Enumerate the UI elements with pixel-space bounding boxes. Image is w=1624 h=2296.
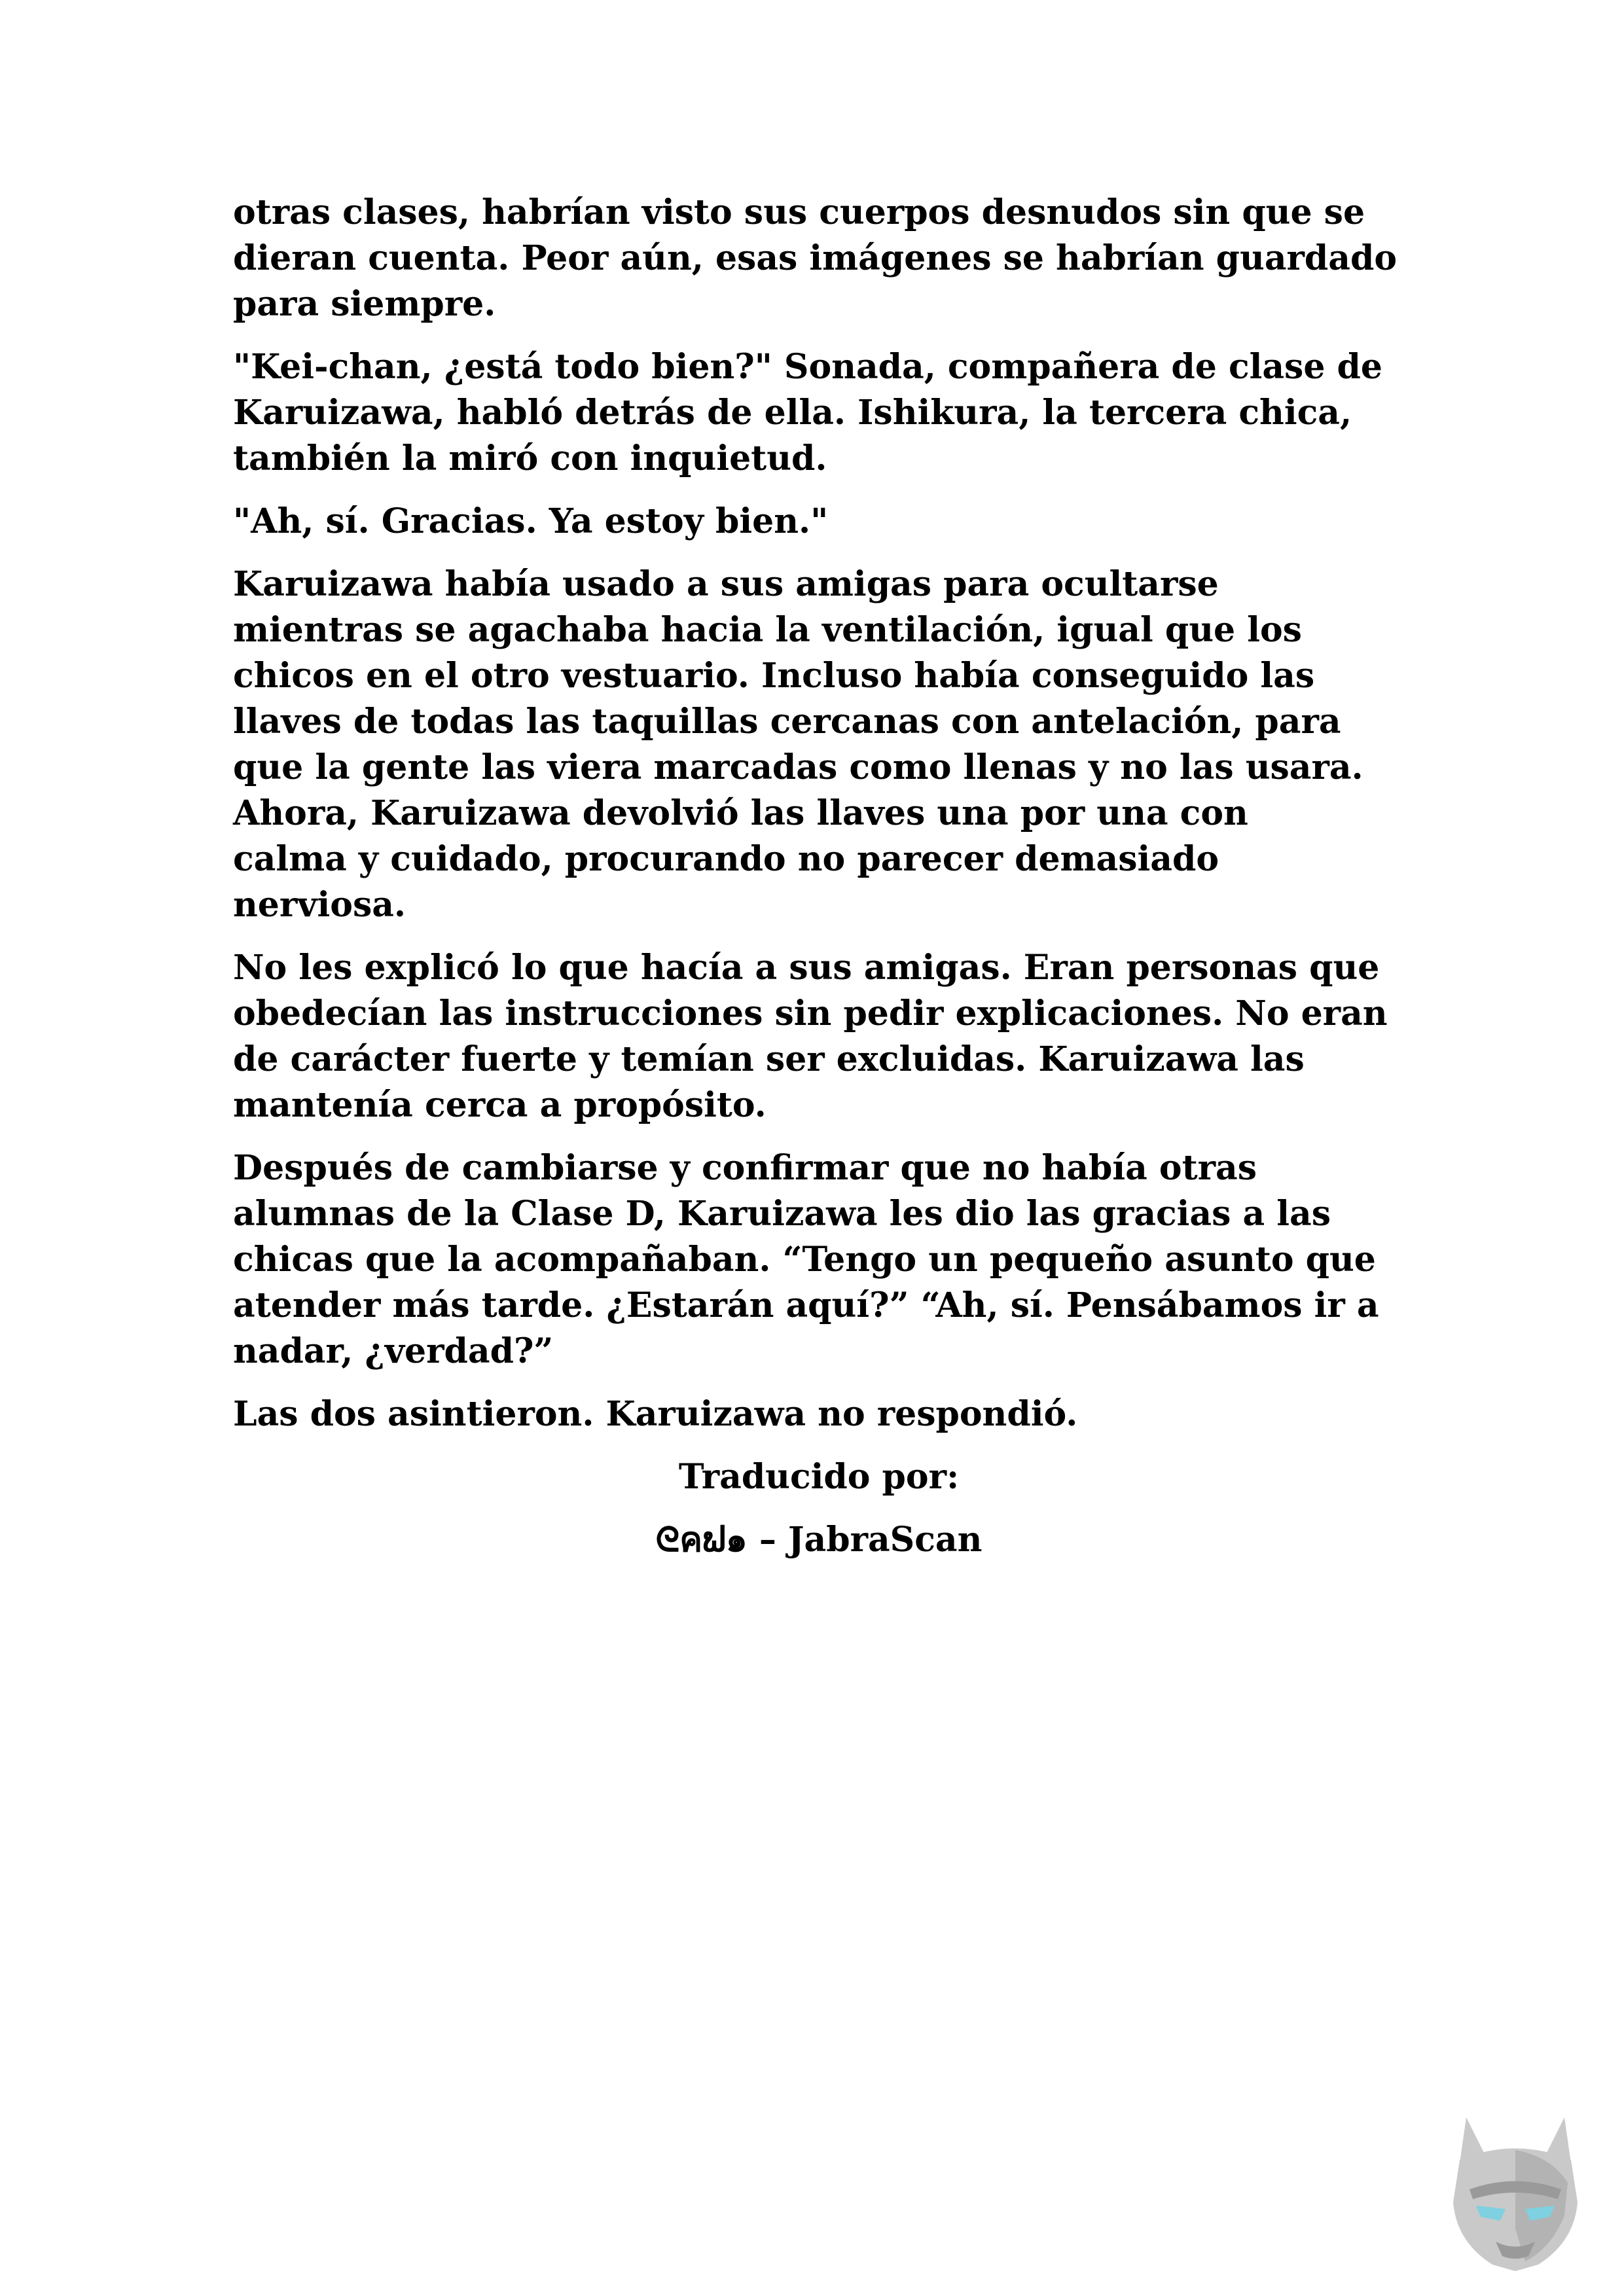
paragraph-2: "Kei-chan, ¿está todo bien?" Sonada, compañera de clase de Karuizawa, habló detrás de ella. Ishikura, la tercera chica, también la miró con inquietud. xyxy=(233,347,1382,478)
paragraph-7: Las dos asintieron. Karuizawa no respondió. xyxy=(233,1394,1078,1434)
demon-mask-logo-icon xyxy=(1440,2111,1591,2271)
credits-translator: ᘓคຟ๑ – JabraScan xyxy=(655,1520,983,1560)
credits-label: Traducido por: xyxy=(678,1457,960,1497)
body-text xyxy=(233,190,1405,1580)
credits xyxy=(233,1454,1405,1563)
paragraph-1: otras clases, habrían visto sus cuerpos desnudos sin que se dieran cuenta. Peor aún, esas imágenes se habrían guardado para siempre. xyxy=(233,192,1398,324)
paragraph-5: No les explicó lo que hacía a sus amigas. Eran personas que obedecían las instrucciones sin pedir explicaciones. No eran de carácter fuerte y temían ser excluidas. Karuizawa las mantenía cerca a propósito. xyxy=(233,948,1388,1125)
paragraph-3: "Ah, sí. Gracias. Ya estoy bien." xyxy=(233,501,829,541)
paragraph-4: Karuizawa había usado a sus amigas para ocultarse mientras se agachaba hacia la ventilación, igual que los chicos en el otro vestuario. Incluso había conseguido las llaves de todas las taquillas cercanas con antelación, para que la gente las viera marcadas como llenas y no las usara. Ahora, Karuizawa devolvió las llaves una por una con calma y cuidado, procurando no parecer demasiado nerviosa. xyxy=(233,564,1363,925)
paragraph-6: Después de cambiarse y confirmar que no había otras alumnas de la Clase D, Karuizawa les dio las gracias a las chicas que la acompañaban. “Tengo un pequeño asunto que atender más tarde. ¿Estarán aquí?” “Ah, sí. Pensábamos ir a nadar, ¿verdad?” xyxy=(233,1148,1379,1371)
